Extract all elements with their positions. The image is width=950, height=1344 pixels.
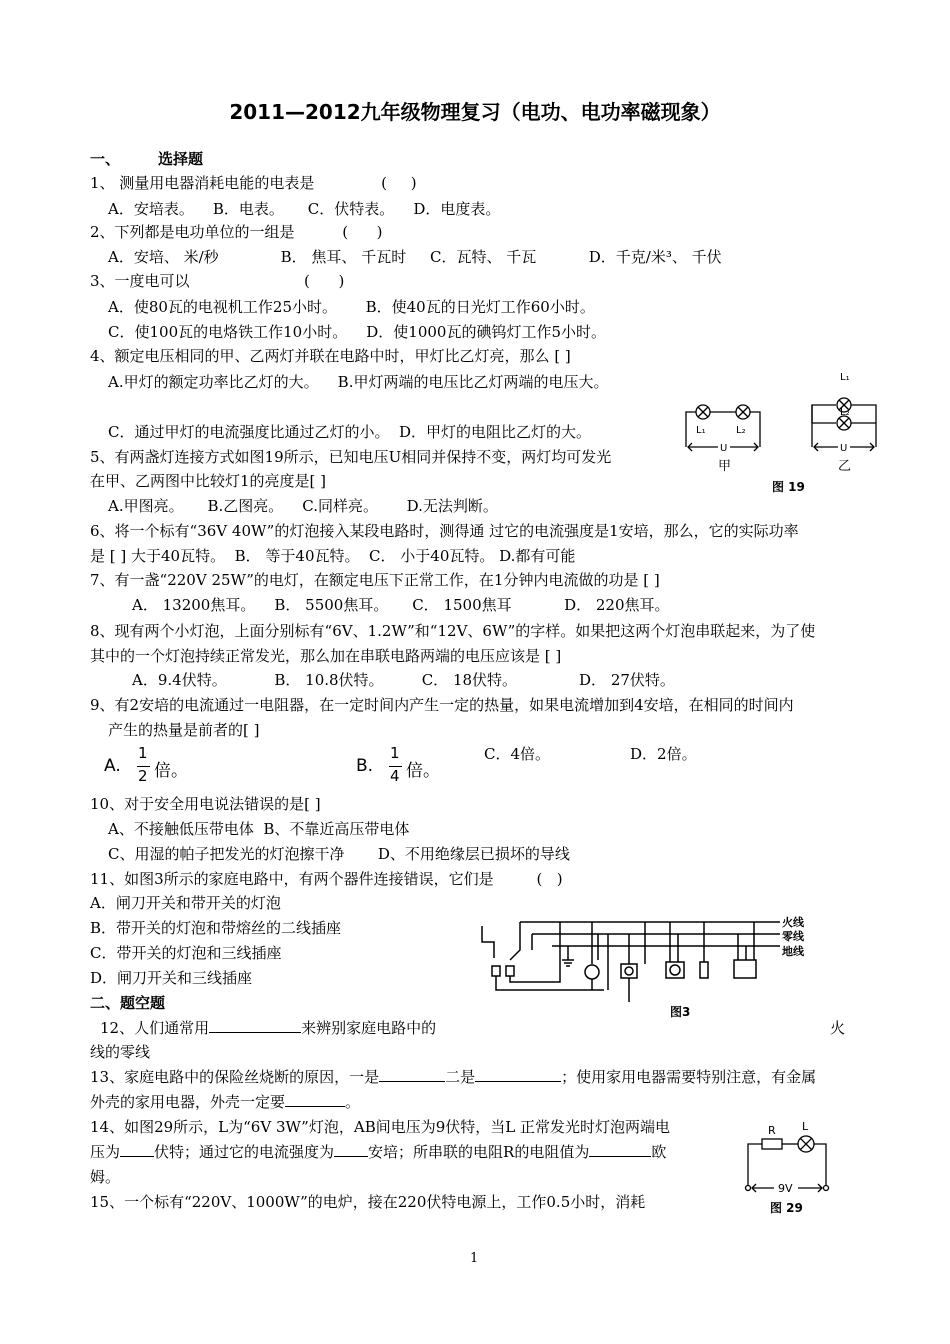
label-u-jia: U: [720, 443, 728, 454]
figure-19: [678, 365, 878, 500]
question-14-line-3: 姆。: [90, 1168, 121, 1186]
question-7-options: A． 13200焦耳。 B． 5500焦耳。 C． 1500焦耳 D． 220焦耳。: [132, 596, 670, 614]
question-6-line-2: 是 [ ] 大于40瓦特。 B． 等于40瓦特。 C． 小于40瓦特。 D.都有可能: [90, 547, 576, 565]
label-u-yi: U: [840, 443, 848, 454]
figure-19-caption: 图 19: [772, 480, 805, 494]
figure-3-caption: 图3: [670, 1005, 691, 1019]
figure-3: [480, 910, 820, 1025]
question-13-text-b: 二是: [445, 1068, 476, 1086]
question-7: 7、有一盏“220V 25W”的电灯，在额定电压下正常工作，在1分钟内电流做的功是 [ ]: [90, 571, 660, 589]
answer-blank[interactable]: [334, 1141, 368, 1157]
question-9-option-c: C．4倍。: [484, 745, 551, 763]
question-5-line-1: 5、有两盏灯连接方式如图19所示，已知电压U相同并保持不变，两灯均可发光: [90, 448, 612, 466]
label-l2: L₂: [736, 425, 746, 436]
question-9-option-a: [104, 742, 224, 792]
label-9v: 9V: [778, 1182, 793, 1195]
answer-blank[interactable]: [379, 1066, 445, 1082]
question-13-text-a: 13、家庭电路中的保险丝烧断的原因，一是: [90, 1068, 380, 1086]
question-1-options: A．安培表。 B．电表。 C．伏特表。 D．电度表。: [108, 200, 501, 218]
question-13-text-e: 。: [345, 1093, 361, 1111]
label-l1-yi: L₁: [840, 372, 850, 383]
question-8-line-2: 其中的一个灯泡持续正常发光，那么加在串联电路两端的电压应该是 [ ]: [90, 647, 562, 665]
question-13-text-c: ；使用家用电器需要特别注意，有金属: [561, 1068, 817, 1086]
fraction-denominator: 2: [138, 767, 148, 785]
question-11-option-d: D．闸刀开关和三线插座: [90, 969, 253, 987]
question-9-line-1: 9、有2安培的电流通过一电阻器，在一定时间内产生一定的热量，如果电流增加到4安培，在相同的时间内: [90, 696, 794, 714]
page-number: 1: [470, 1251, 479, 1266]
question-3-options-cd: C．使100瓦的电烙铁工作10小时。 D．使1000瓦的碘钨灯工作5小时。: [108, 323, 607, 341]
question-14-text-c: 安培；所串联的电阻R的电阻值为: [368, 1143, 590, 1161]
question-9-option-b: [356, 742, 476, 792]
question-9-line-2: 产生的热量是前者的[ ]: [108, 721, 260, 739]
label-live-wire: 火线: [782, 916, 804, 929]
question-2: 2、下列都是电功单位的一组是 ( ): [90, 223, 383, 241]
answer-blank[interactable]: [209, 1017, 301, 1033]
section-2-heading: 二、题空题: [90, 994, 166, 1012]
question-6-line-1: 6、将一个标有“36V 40W”的灯泡接入某段电路时，测得通 过它的电流强度是1安培，那么，它的实际功率: [90, 522, 799, 540]
question-8-line-1: 8、现有两个小灯泡，上面分别标有“6V、1.2W”和“12V、6W”的字样。如果把这两个灯泡串联起来，为了使: [90, 622, 816, 640]
section-1-number: 一、: [90, 150, 121, 168]
page-title: 2011—2012九年级物理复习（电功、电功率磁现象）: [229, 100, 721, 124]
question-12-text-c: 火: [830, 1019, 846, 1037]
question-8-options: A．9.4伏特。 B． 10.8伏特。 C． 18伏特。 D． 27伏特。: [132, 671, 675, 689]
question-9-option-d: D．2倍。: [630, 745, 697, 763]
question-5-line-2: 在甲、乙两图中比较灯1的亮度是[ ]: [90, 472, 327, 490]
label-l2-yi: L₂: [840, 407, 850, 418]
question-11-option-b: B．带开关的灯泡和带熔丝的二线插座: [90, 919, 342, 937]
answer-blank[interactable]: [120, 1141, 154, 1157]
label-l: L: [802, 1120, 809, 1133]
answer-blank[interactable]: [285, 1091, 345, 1107]
question-3: 3、一度电可以 ( ): [90, 272, 345, 290]
answer-blank[interactable]: [589, 1141, 651, 1157]
question-11-option-a: A．闸刀开关和带开关的灯泡: [90, 894, 281, 912]
label-yi: 乙: [838, 459, 852, 474]
question-15: 15、一个标有“220V、1000W”的电炉，接在220伏特电源上，工作0.5小时，消耗: [90, 1193, 646, 1211]
label-neutral-wire: 零线: [782, 930, 804, 943]
question-10-options-ab: A、不接触低压带电体 B、不靠近高压带电体: [108, 820, 410, 838]
question-11: 11、如图3所示的家庭电路中，有两个器件连接错误，它们是 ( ): [90, 870, 563, 888]
figure-29: [740, 1118, 840, 1218]
question-1: 1、 测量用电器消耗电能的电表是 ( ): [90, 174, 417, 192]
question-14-text-a: 压为: [90, 1143, 121, 1161]
question-5-options: A.甲图亮。 B.乙图亮。 C.同样亮。 D.无法判断。: [108, 497, 498, 515]
fraction-numerator: 1: [390, 744, 400, 762]
answer-blank[interactable]: [475, 1066, 561, 1082]
question-14-text-b: 伏特；通过它的电流强度为: [154, 1143, 335, 1161]
figure-29-caption: 图 29: [770, 1201, 803, 1215]
question-4-options-cd: C．通过甲灯的电流强度比通过乙灯的小。 D．甲灯的电阻比乙灯的大。: [108, 423, 592, 441]
question-2-options: A．安培、 米/秒 B． 焦耳、 千瓦时 C．瓦特、 千瓦 D．千克/米³、 千伏: [108, 248, 722, 266]
question-4: 4、额定电压相同的甲、乙两灯并联在电路中时，甲灯比乙灯亮，那么 [ ]: [90, 347, 571, 365]
fraction-numerator: 1: [138, 744, 148, 762]
label-jia: 甲: [718, 459, 732, 474]
question-3-options-ab: A．使80瓦的电视机工作25小时。 B．使40瓦的日光灯工作60小时。: [108, 298, 595, 316]
question-14-line-2: [90, 1141, 666, 1163]
section-1-heading: 选择题: [158, 150, 204, 168]
question-12-text-b: 来辨别家庭电路中的: [301, 1019, 437, 1037]
question-10: 10、对于安全用电说法错误的是[ ]: [90, 795, 321, 813]
question-11-option-c: C．带开关的灯泡和三线插座: [90, 944, 282, 962]
question-13-line-1: [90, 1066, 816, 1088]
label-r: R: [768, 1124, 776, 1137]
question-14-line-1: 14、如图29所示，L为“6V 3W”灯泡，AB间电压为9伏特，当L 正常发光时灯泡两端电: [90, 1118, 670, 1136]
label-ground-wire: 地线: [782, 945, 804, 958]
question-4-options-ab: A.甲灯的额定功率比乙灯的大。 B.甲灯两端的电压比乙灯两端的电压大。: [108, 373, 609, 391]
question-13-text-d: 外壳的家用电器，外壳一定要: [90, 1093, 286, 1111]
question-10-options-cd: C、用湿的帕子把发光的灯泡擦干净 D、不用绝缘层已损坏的导线: [108, 845, 570, 863]
option-unit: 倍。: [406, 761, 440, 781]
option-letter: A.: [104, 756, 121, 776]
question-14-text-d: 欧: [651, 1143, 667, 1161]
option-letter: B.: [356, 756, 374, 776]
question-13-line-2: [90, 1091, 360, 1113]
question-12: [100, 1017, 436, 1039]
label-l1: L₁: [696, 425, 706, 436]
question-12-text-a: 12、人们通常用: [100, 1019, 210, 1037]
fraction-denominator: 4: [390, 767, 400, 785]
option-unit: 倍。: [154, 761, 188, 781]
question-12-text-d: 线的零线: [90, 1043, 151, 1061]
